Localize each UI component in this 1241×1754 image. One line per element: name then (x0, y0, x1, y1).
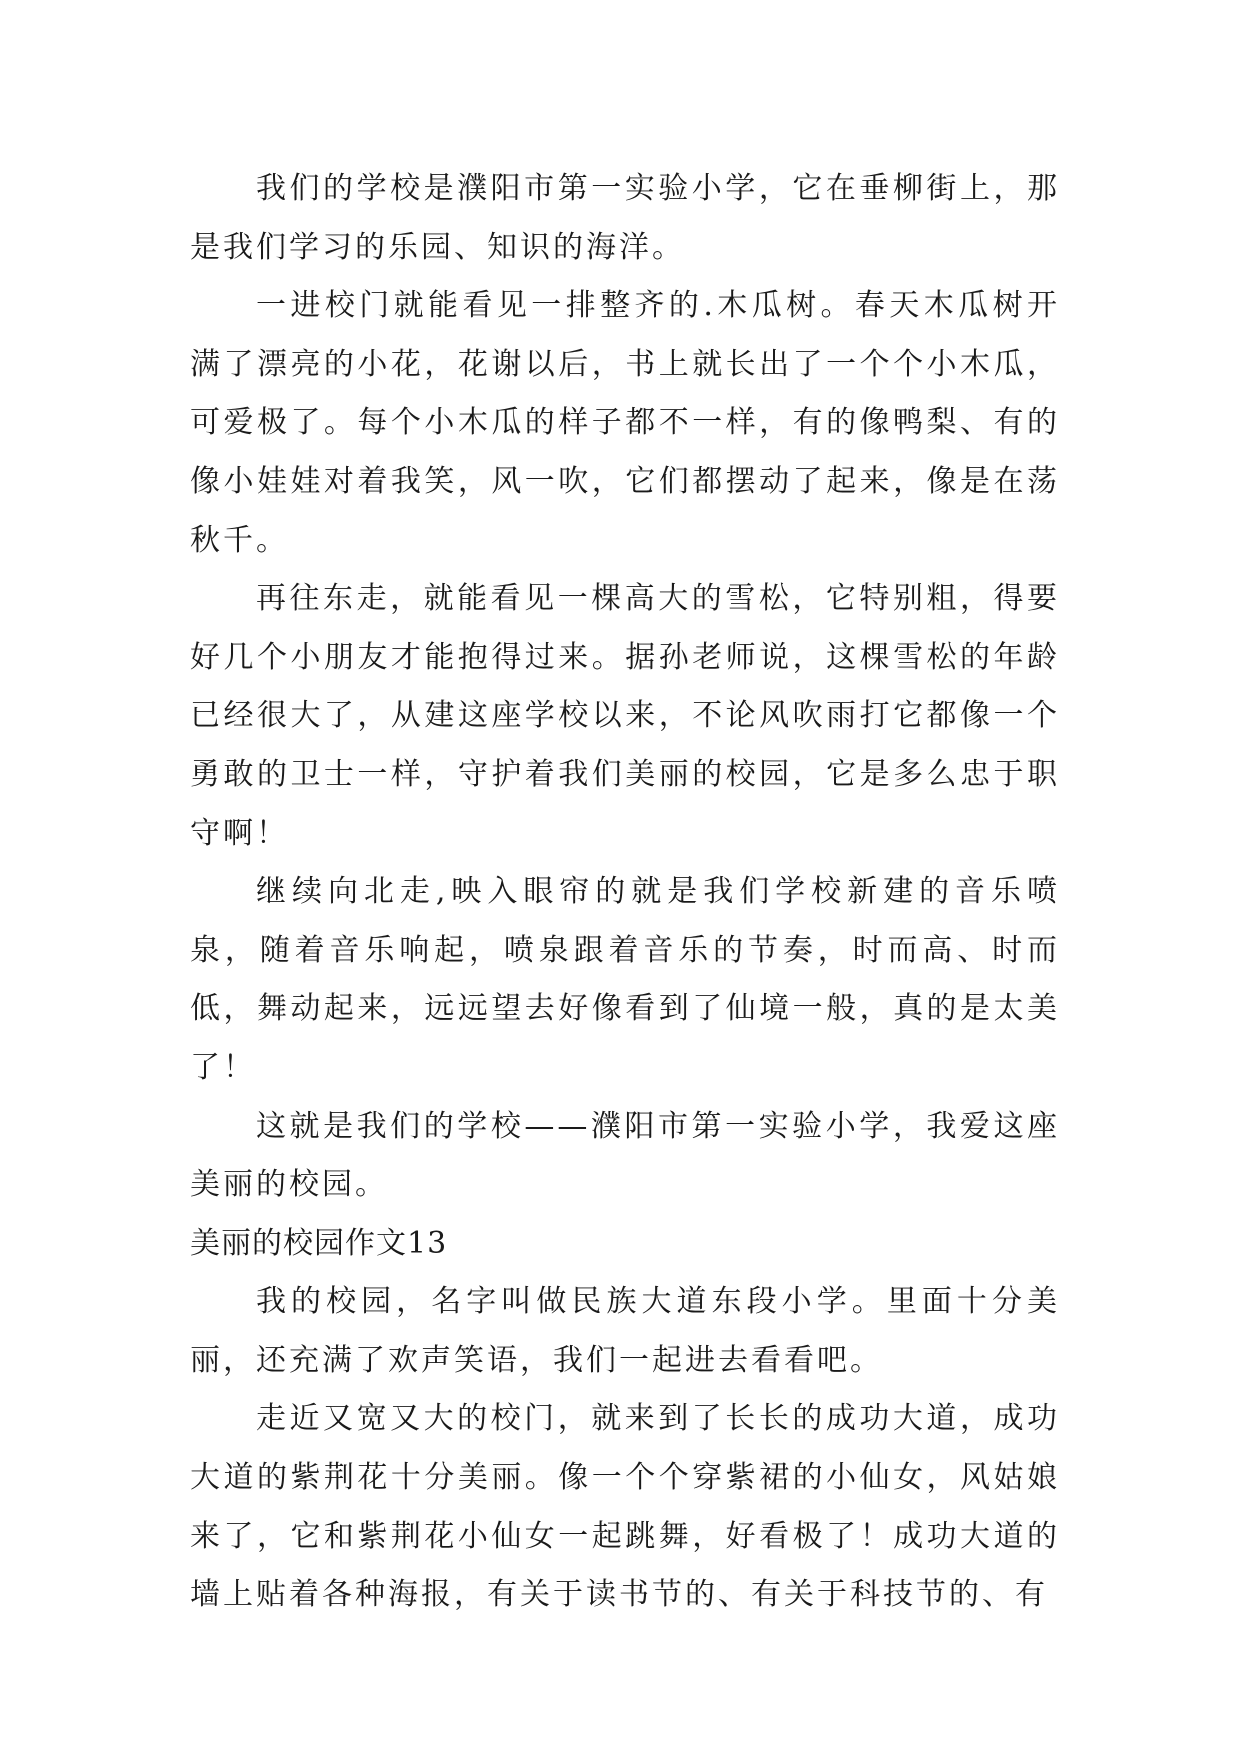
paragraph-success-avenue: 走近又宽又大的校门，就来到了长长的成功大道，成功大道的紫荆花十分美丽。像一个个穿紫裙的小仙女，风姑娘来了，它和紫荆花小仙女一起跳舞，好看极了！成功大道的墙上贴着各种海报，有关于读书节的、有关于科技节的、有 (190, 1401, 1060, 1613)
paragraph-conclusion: 这就是我们的学校——濮阳市第一实验小学，我爱这座美丽的校园。 (190, 1108, 1060, 1203)
paragraph-cedar-tree: 再往东走，就能看见一棵高大的雪松，它特别粗，得要好几个小朋友才能抱得过来。据孙老师说，这棵雪松的年龄已经很大了，从建这座学校以来，不论风吹雨打它都像一个勇敢的卫士一样，守护着我们美丽的校园，它是多么忠于职守啊！ (190, 581, 1060, 851)
paragraph-new-school-intro: 我的校园，名字叫做民族大道东段小学。里面十分美丽，还充满了欢声笑语，我们一起进去看看吧。 (190, 1284, 1060, 1378)
paragraph-music-fountain: 继续向北走,映入眼帘的就是我们学校新建的音乐喷泉，随着音乐响起，喷泉跟着音乐的节奏，时而高、时而低，舞动起来，远远望去好像看到了仙境一般，真的是太美了！ (190, 874, 1060, 1085)
document-body (190, 160, 1060, 1625)
paragraph-school-intro: 我们的学校是濮阳市第一实验小学，它在垂柳街上，那是我们学习的乐园、知识的海洋。 (190, 171, 1060, 265)
paragraph-papaya-trees: 一进校门就能看见一排整齐的.木瓜树。春天木瓜树开满了漂亮的小花，花谢以后，书上就长出了一个个小木瓜，可爱极了。每个小木瓜的样子都不一样，有的像鸭梨、有的像小娃娃对着我笑，风一吹，它们都摆动了起来，像是在荡秋千。 (190, 288, 1060, 558)
section-heading: 美丽的校园作文13 (190, 1225, 448, 1261)
